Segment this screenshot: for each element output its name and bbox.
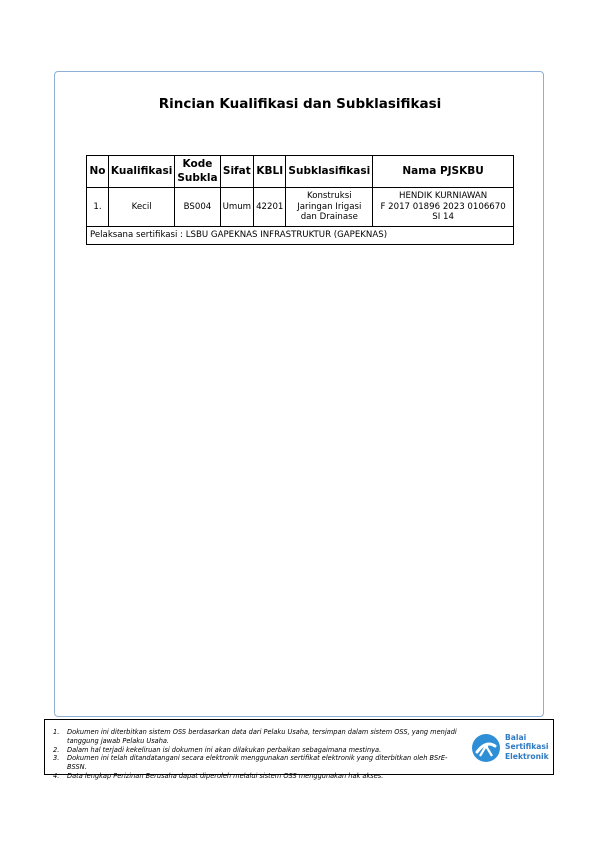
header-subklasifikasi: Subklasifikasi	[286, 156, 373, 188]
note-number: 3.	[53, 754, 60, 763]
page-title: Rincian Kualifikasi dan Subklasifikasi	[158, 96, 442, 112]
notes-box	[44, 719, 554, 780]
list-item	[53, 746, 465, 755]
notes-list	[53, 728, 465, 781]
note-text: Dalam hal terjadi kekeliruan isi dokumen ini akan dilakukan perbaikan sebagaimana mestinya.	[67, 745, 382, 754]
header-kbli: KBLI	[254, 156, 286, 188]
table-header-row	[87, 156, 514, 188]
cell-subklasifikasi: Konstruksi Jaringan Irigasi dan Drainase	[286, 188, 373, 227]
note-number: 2.	[53, 745, 60, 754]
cell-kualifikasi: Kecil	[108, 188, 174, 227]
pjskbu-name: HENDIK KURNIAWAN	[398, 190, 488, 201]
table-footer-row	[87, 227, 514, 245]
list-item	[53, 728, 465, 746]
qualification-table	[86, 155, 514, 245]
list-item	[53, 754, 465, 772]
logo-line1: Balai	[505, 733, 527, 742]
table-row	[87, 188, 514, 227]
cell-sifat: Umum	[220, 188, 253, 227]
bsre-logo	[470, 730, 550, 766]
note-text: Dokumen ini diterbitkan sistem OSS berdasarkan data dari Pelaku Usaha, tersimpan dalam sistem OSS, yang menjadi tanggung jawab Pelaku Usaha.	[67, 728, 457, 745]
header-sifat: Sifat	[220, 156, 253, 188]
cell-kbli: 42201	[254, 188, 286, 227]
header-nama-pjskbu: Nama PJSKBU	[373, 156, 514, 188]
bsre-logo-text	[505, 733, 549, 761]
header-kualifikasi: Kualifikasi	[108, 156, 174, 188]
pjskbu-number: F 2017 01896 2023 0106670 SI 14	[380, 201, 506, 223]
note-text: Data lengkap Perizinan Berusaha dapat diperoleh melalui sistem OSS menggunakan hak akses.	[67, 771, 384, 780]
logo-line2: Sertifikasi	[505, 742, 549, 752]
note-number: 1.	[53, 728, 60, 736]
pelaksana-sertifikasi: Pelaksana sertifikasi : LSBU GAPEKNAS INFRASTRUKTUR (GAPEKNAS)	[87, 227, 514, 245]
cell-nama-pjskbu	[373, 188, 514, 227]
note-text: Dokumen ini telah ditandatangani secara elektronik menggunakan sertifikat elektronik yang diterbitkan oleh BSrE-BSSN.	[67, 754, 448, 772]
cell-no: 1.	[87, 188, 109, 227]
bsre-logo-icon	[470, 732, 502, 764]
header-no: No	[87, 156, 109, 188]
note-number: 4.	[53, 771, 60, 780]
header-kode-line2: Subkla	[177, 171, 218, 184]
cell-kode: BS004	[175, 188, 220, 227]
header-kode	[175, 156, 220, 188]
logo-line3: Elektronik	[505, 751, 549, 761]
list-item	[53, 772, 465, 781]
header-kode-line1: Kode	[182, 158, 213, 171]
